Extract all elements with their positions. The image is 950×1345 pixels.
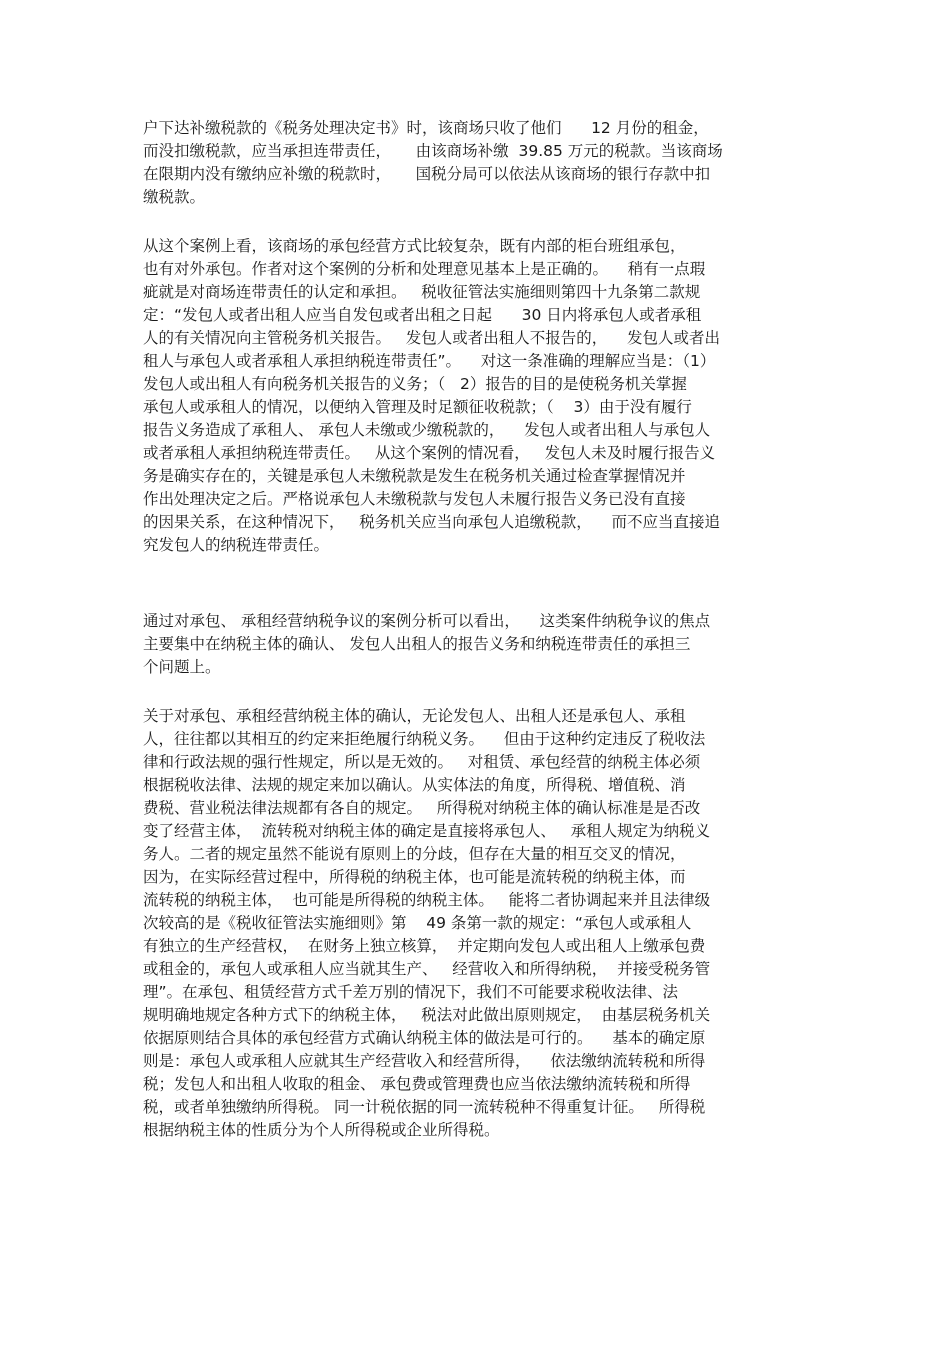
paragraph-4	[143, 705, 809, 1142]
text-line: 究发包人的纳税连带责任。	[143, 536, 330, 554]
text-line: 关于对承包、承租经营纳税主体的确认，无论发包人、出租人还是承包人、承租	[143, 707, 686, 725]
text-line: 承包人或承租人的情况，以便纳入管理及时足额征收税款；（ 3）由于没有履行	[143, 398, 692, 416]
text-line: 税；发包人和出租人收取的租金、 承包费或管理费也应当依法缴纳流转税和所得	[143, 1075, 691, 1093]
text-line: 也有对外承包。作者对这个案例的分析和处理意见基本上是正确的。 稍有一点瑕	[143, 260, 706, 278]
text-line: 因为，在实际经营过程中，所得税的纳税主体，也可能是流转税的纳税主体，而	[143, 868, 686, 886]
text-line: 根据税收法律、法规的规定来加以确认。从实体法的角度，所得税、增值税、消	[143, 776, 686, 794]
paragraph-2	[143, 235, 809, 557]
text-line: 定：“发包人或者出租人应当自发包或者出租之日起 30 日内将承包人或者承租	[143, 306, 702, 324]
text-line: 个问题上。	[143, 658, 221, 676]
text-line: 报告义务造成了承租人、 承包人未缴或少缴税款的， 发包人或者出租人与承包人	[143, 421, 711, 439]
text-line: 依据原则结合具体的承包经营方式确认纳税主体的做法是可行的。 基本的确定原	[143, 1029, 706, 1047]
paragraph-3	[143, 610, 809, 679]
text-line: 流转税的纳税主体， 也可能是所得税的纳税主体。 能将二者协调起来并且法律级	[143, 891, 711, 909]
text-line: 则是：承包人或承租人应就其生产经营收入和经营所得， 依法缴纳流转税和所得	[143, 1052, 706, 1070]
text-line: 发包人或出租人有向税务机关报告的义务；（ 2）报告的目的是使税务机关掌握	[143, 375, 687, 393]
text-line: 主要集中在纳税主体的确认、 发包人出租人的报告义务和纳税连带责任的承担三	[143, 635, 691, 653]
text-line: 或者承租人承担纳税连带责任。 从这个案例的情况看， 发包人未及时履行报告义	[143, 444, 716, 462]
text-line: 理”。在承包、租赁经营方式千差万别的情况下，我们不可能要求税收法律、法	[143, 983, 679, 1001]
text-line: 务人。二者的规定虽然不能说有原则上的分歧，但存在大量的相互交叉的情况，	[143, 845, 686, 863]
text-line: 规明确地规定各种方式下的纳税主体， 税法对此做出原则规定， 由基层税务机关	[143, 1006, 711, 1024]
text-line: 次较高的是《税收征管法实施细则》第 49 条第一款的规定：“承包人或承租人	[143, 914, 692, 932]
text-line: 有独立的生产经营权， 在财务上独立核算， 并定期向发包人或出租人上缴承包费	[143, 937, 706, 955]
text-line: 的因果关系，在这种情况下， 税务机关应当向承包人追缴税款， 而不应当直接追	[143, 513, 720, 531]
text-line: 税，或者单独缴纳所得税。 同一计税依据的同一流转税种不得重复计征。 所得税	[143, 1098, 706, 1116]
text-line: 从这个案例上看，该商场的承包经营方式比较复杂，既有内部的柜台班组承包，	[143, 237, 686, 255]
text-line: 人，往往都以其相互的约定来拒绝履行纳税义务。 但由于这种约定违反了税收法	[143, 730, 706, 748]
text-line: 而没扣缴税款，应当承担连带责任， 由该商场补缴 39.85 万元的税款。当该商场	[143, 142, 723, 160]
text-line: 缴税款。	[143, 188, 206, 206]
text-line: 在限期内没有缴纳应补缴的税款时， 国税分局可以依法从该商场的银行存款中扣	[143, 165, 711, 183]
text-line: 通过对承包、 承租经营纳税争议的案例分析可以看出， 这类案件纳税争议的焦点	[143, 612, 711, 630]
text-line: 务是确实存在的，关键是承包人未缴税款是发生在税务机关通过检查掌握情况并	[143, 467, 686, 485]
text-line: 作出处理决定之后。严格说承包人未缴税款与发包人未履行报告义务已没有直接	[143, 490, 686, 508]
text-line: 疵就是对商场连带责任的认定和承担。 税收征管法实施细则第四十九条第二款规	[143, 283, 701, 301]
text-line: 人的有关情况向主管税务机关报告。 发包人或者出租人不报告的， 发包人或者出	[143, 329, 720, 347]
text-line: 律和行政法规的强行性规定，所以是无效的。 对租赁、承包经营的纳税主体必须	[143, 753, 701, 771]
text-line: 费税、营业税法律法规都有各自的规定。 所得税对纳税主体的确认标准是是否改	[143, 799, 701, 817]
text-line: 或租金的，承包人或承租人应当就其生产、 经营收入和所得纳税， 并接受税务管	[143, 960, 711, 978]
paragraph-1	[143, 117, 809, 209]
text-line: 租人与承包人或者承租人承担纳税连带责任”。 对这一条准确的理解应当是：（1）	[143, 352, 716, 370]
text-line: 根据纳税主体的性质分为个人所得税或企业所得税。	[143, 1121, 500, 1139]
text-line: 变了经营主体， 流转税对纳税主体的确定是直接将承包人、 承租人规定为纳税义	[143, 822, 711, 840]
text-line: 户下达补缴税款的《税务处理决定书》时，该商场只收了他们 12 月份的租金，	[143, 119, 709, 137]
